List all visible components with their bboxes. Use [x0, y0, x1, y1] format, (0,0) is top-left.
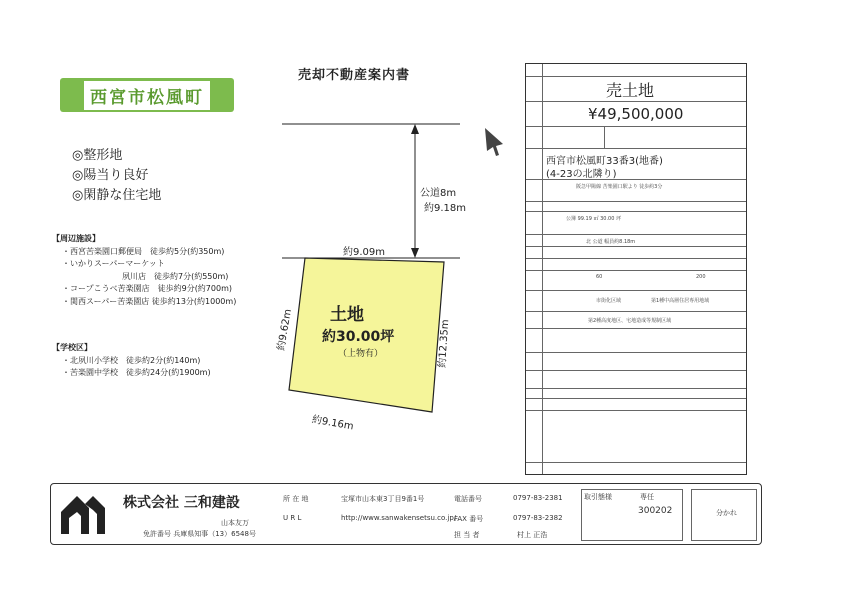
floor-area-ratio: 200 [696, 274, 706, 280]
bottom-edge-label: 約9.16m [311, 414, 355, 433]
panel-row-building [526, 328, 746, 329]
tel-label: 電話番号 [454, 495, 482, 503]
company-footer [50, 483, 762, 545]
facility-item: 夙川店 徒歩約7分(約550m) [122, 271, 229, 281]
top-edge-label: 約9.09m [343, 247, 386, 258]
arrow-head-up [411, 124, 419, 134]
facility-item: ・コープこうべ苦楽園店 徒歩約9分(約700m) [62, 284, 232, 293]
address-label: 所 在 地 [283, 495, 309, 503]
property-address: 西宮市松風町33番3(地番) [546, 156, 663, 167]
property-type: 売土地 [606, 81, 655, 100]
deal-type: 専任 [640, 493, 654, 501]
facility-item: ・西宮苦楽園口郵便局 徒歩約5分(約350m) [62, 246, 225, 256]
left-edge-label: 約9.62m [275, 308, 295, 352]
panel-row-other-law [526, 311, 746, 324]
company-name: 株式会社 三和建設 [123, 495, 240, 511]
property-area: 公簿 99.19 ㎡ 30.00 坪 [566, 216, 621, 222]
property-address-note: (4-23の北隣り) [546, 169, 617, 180]
arrow-head-down [411, 248, 419, 258]
panel-row-category [526, 258, 746, 259]
panel-breakdown-divider [604, 127, 605, 149]
feature-item: ◎閑静な住宅地 [72, 188, 162, 203]
panel-row-code [526, 201, 746, 202]
panel-row-breakdown [526, 126, 746, 127]
panel-row-access [526, 179, 746, 190]
urban-plan: 市街化区域 [596, 298, 622, 304]
company-rep: 山本友万 [221, 519, 249, 527]
staff-name: 村上 正浩 [517, 531, 548, 539]
lot-area: 約30.00坪 [322, 329, 395, 345]
coverage-ratio: 60 [596, 274, 603, 280]
property-road: 北 公道 幅員約8.18m [586, 239, 636, 245]
property-access: 阪急甲陽線 苦楽園口駅より 徒歩約3分 [576, 184, 663, 190]
school-item: ・苦楽園中学校 徒歩約24分(約1900m) [62, 368, 211, 377]
school-item: ・北夙川小学校 徒歩約2分(約140m) [62, 355, 201, 365]
school-heading: 【学校区】 [52, 343, 92, 352]
company-url[interactable]: http://www.sanwakensetsu.co.jp/ [341, 514, 457, 522]
facility-item: ・関西スーパー苦楽園店 徒歩約13分(約1000m) [62, 296, 237, 306]
feature-item: ◎陽当り良好 [72, 168, 149, 183]
property-panel [525, 63, 747, 475]
panel-row-road [526, 234, 746, 245]
panel-row-type [526, 76, 746, 100]
company-license: 免許番号 兵庫県知事（13）6548号 [143, 530, 256, 538]
panel-row-building-area [526, 352, 746, 353]
company-address: 宝塚市山本東3丁目9番1号 [341, 495, 425, 503]
page-title: 売却不動産案内書 [298, 68, 411, 83]
other-law: 第2種高度地区、宅地造成等規制区域 [588, 318, 672, 324]
panel-row-status [526, 388, 746, 389]
panel-row-notes [526, 462, 746, 463]
lot-note: （上物有） [338, 349, 384, 359]
split-box [691, 489, 757, 541]
property-price: ¥49,500,000 [588, 105, 684, 123]
road-label: 公道8m [420, 188, 457, 199]
fax-label: FAX 番号 [454, 515, 484, 523]
company-logo-icon [59, 490, 105, 536]
panel-row-planning [526, 290, 746, 304]
panel-row-structure [526, 370, 746, 371]
deal-box [581, 489, 683, 541]
zoning: 第1種中高層住居専用地域 [651, 298, 710, 304]
panel-row-land [526, 211, 746, 222]
road-width-label: 約9.18m [424, 203, 467, 214]
right-edge-label: 約12.35m [437, 319, 452, 369]
lot-name: 土地 [330, 305, 364, 325]
location-badge-text: 西宮市松風町 [84, 81, 210, 110]
feature-item: ◎整形地 [72, 148, 123, 163]
split-label: 分かれ [716, 509, 737, 517]
cursor-icon [485, 128, 503, 156]
facilities-heading: 【周辺施設】 [52, 234, 100, 243]
company-tel: 0797-83-2381 [513, 494, 563, 502]
panel-row-utilities [526, 410, 746, 411]
panel-row-rights [526, 246, 746, 247]
panel-row-address [526, 148, 746, 180]
staff-label: 担 当 者 [454, 531, 480, 539]
company-fax: 0797-83-2382 [513, 514, 563, 522]
facility-item: ・いかりスーパーマーケット [62, 259, 165, 268]
url-label: U R L [283, 514, 302, 522]
panel-row-ratio [526, 270, 746, 280]
deal-label: 取引態様 [584, 493, 612, 501]
listing-number: 300202 [638, 506, 673, 516]
panel-row-parking [526, 398, 746, 399]
panel-row-price [526, 101, 746, 123]
